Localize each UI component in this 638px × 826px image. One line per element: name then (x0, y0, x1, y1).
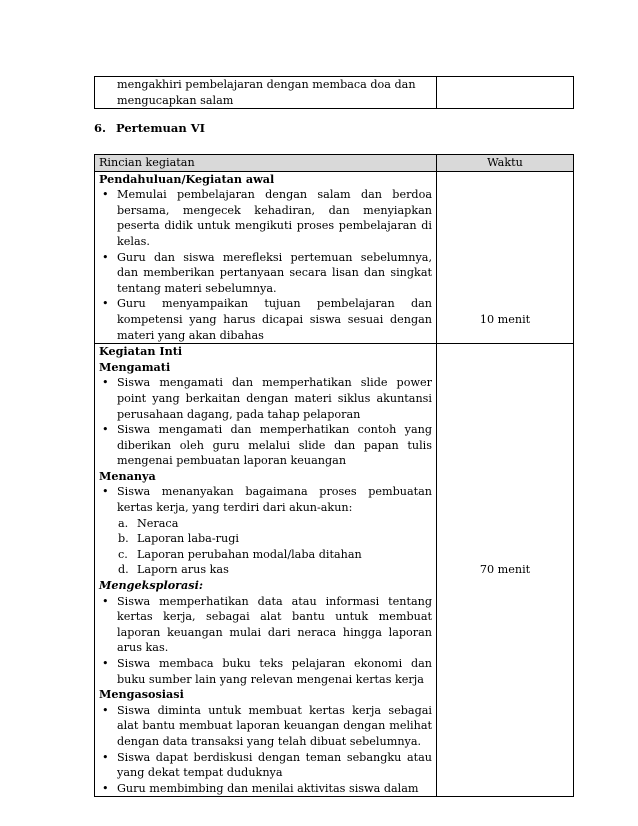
kegiatan-inti-cell (95, 344, 437, 797)
bullet-icon: • (102, 750, 109, 764)
previous-activity-cell (95, 77, 437, 109)
list-item: b. Laporan laba-rugi (118, 532, 239, 546)
list-item: • Guru membimbing dan menilai aktivitas siswa dalam (102, 781, 419, 795)
bullet-icon: • (102, 297, 109, 311)
list-item: • Siswa mengamati dan memperhatikan contoh yang diberikan oleh guru melalui slide dan papan tulis mengenai pembuatan laporan keuangan (102, 423, 432, 468)
bullet-icon: • (102, 376, 109, 390)
bullet-icon: • (102, 423, 109, 437)
bullet-icon: • (102, 188, 109, 202)
list-item: • Memulai pembelajaran dengan salam dan berdoa bersama, mengecek kehadiran, dan menyiapkan peserta didik untuk mengikuti proses pembelajaran di kelas. (102, 188, 432, 248)
list-item: • Siswa memperhatikan data atau informasi tentang kertas kerja, sebagai alat bantu untuk membuat laporan keuangan mulai dari neraca hingga laporan arus kas. (102, 594, 432, 655)
bullet-icon: • (102, 594, 109, 608)
kegiatan-inti-heading: Kegiatan Inti (99, 344, 183, 359)
menanya-heading: Menanya (99, 468, 156, 483)
list-item: • Siswa dapat berdiskusi dengan teman sebangku atau yang dekat tempat duduknya (102, 750, 432, 780)
pendahuluan-cell (95, 171, 437, 344)
previous-activity-line-2: mengucapkan salam (117, 93, 234, 107)
bullet-icon: • (102, 485, 109, 499)
list-item: • Siswa mengamati dan memperhatikan slide power point yang berkaitan dengan materi siklus akuntansi perusahaan dagang, pada tahap pelaporan (102, 376, 432, 421)
list-item: • Siswa diminta untuk membuat kertas kerja sebagai alat bantu membuat laporan keuangan dengan melihat dengan data transaksi yang telah dibuat sebelumnya. (102, 703, 432, 748)
list-item: • Guru menyampaikan tujuan pembelajaran dan kompetensi yang harus dicapai siswa sesuai dengan materi yang akan dibahas (102, 297, 432, 342)
list-item: • Siswa membaca buku teks pelajaran ekonomi dan buku sumber lain yang relevan mengenai kertas kerja (102, 657, 432, 686)
table-row-pendahuluan (95, 171, 574, 344)
activity-table (94, 154, 574, 797)
kegiatan-inti-time: 70 menit (437, 344, 574, 797)
section-number: 6. (94, 121, 107, 135)
section-heading (94, 121, 205, 135)
header-activity: Rincian kegiatan (95, 155, 437, 172)
list-item: a. Neraca (118, 516, 179, 530)
mengamati-heading: Mengamati (99, 359, 171, 374)
list-item: • Siswa menanyakan bagaimana proses pembuatan kertas kerja, yang terdiri dari akun-akun: (102, 485, 432, 515)
previous-activity-table (94, 76, 574, 109)
table-row-kegiatan-inti (95, 344, 574, 797)
bullet-icon: • (102, 657, 109, 670)
pendahuluan-heading: Pendahuluan/Kegiatan awal (99, 171, 275, 186)
section-title: Pertemuan VI (116, 121, 205, 135)
bullet-icon: • (102, 703, 109, 717)
list-item: c. Laporan perubahan modal/laba ditahan (118, 547, 362, 561)
list-item: • Guru dan siswa merefleksi pertemuan sebelumnya, dan memberikan pertanyaan secara lisan dan singkat tentang materi sebelumnya. (102, 250, 432, 295)
previous-time-cell (437, 77, 574, 109)
mengeksplorasi-heading: Mengeksplorasi: (99, 578, 203, 593)
mengasosiasi-heading: Mengasosiasi (99, 687, 184, 702)
pendahuluan-time: 10 menit (437, 171, 574, 344)
previous-activity-line-1: mengakhiri pembelajaran dengan membaca doa dan (117, 78, 416, 91)
bullet-icon: • (102, 250, 109, 264)
bullet-icon: • (102, 781, 109, 795)
table-header-row (95, 155, 574, 172)
list-item: d. Laporn arus kas (118, 563, 229, 577)
header-time: Waktu (437, 155, 574, 172)
